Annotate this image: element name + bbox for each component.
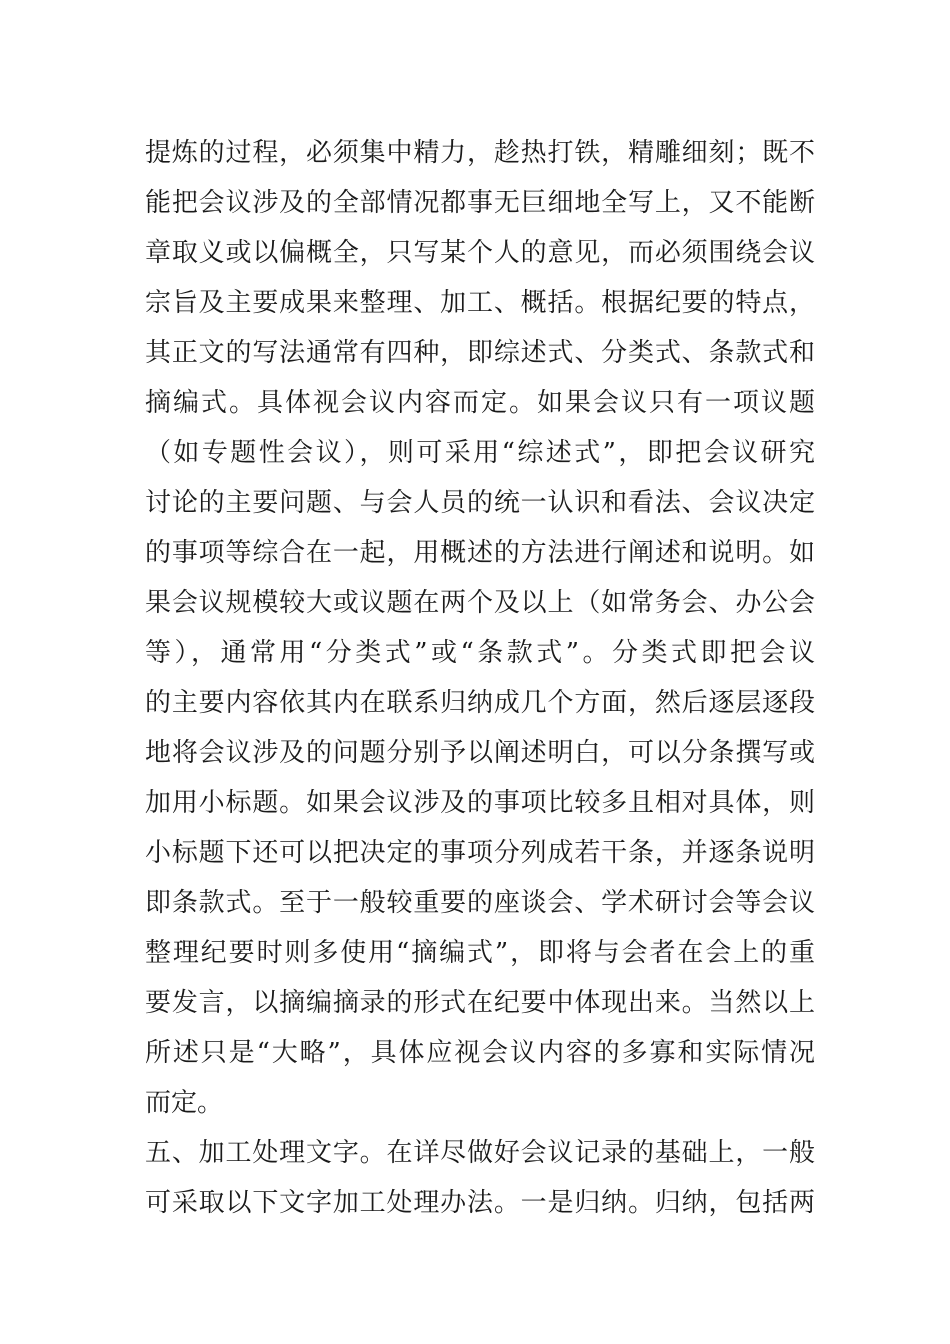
text-line: 即条款式。至于一般较重要的座谈会、学术研讨会等会议: [145, 888, 815, 918]
text-line: 小标题下还可以把决定的事项分列成若干条，并逐条说明: [145, 838, 815, 868]
text-line: 其正文的写法通常有四种，即综述式、分类式、条款式和: [145, 338, 815, 368]
body-text: [145, 128, 815, 1228]
text-line: 等），通常用“分类式”或“条款式”。分类式即把会议: [145, 638, 815, 668]
text-line: 提炼的过程，必须集中精力，趁热打铁，精雕细刻；既不: [145, 138, 815, 168]
text-line: 的主要内容依其内在联系归纳成几个方面，然后逐层逐段: [145, 688, 815, 718]
text-line: 章取义或以偏概全，只写某个人的意见，而必须围绕会议: [145, 238, 815, 268]
text-line: 讨论的主要问题、与会人员的统一认识和看法、会议决定: [145, 488, 815, 518]
text-line: 而定。: [145, 1088, 224, 1118]
text-line: 能把会议涉及的全部情况都事无巨细地全写上，又不能断: [145, 188, 815, 218]
text-line: 整理纪要时则多使用“摘编式”，即将与会者在会上的重: [145, 938, 815, 968]
text-line: 宗旨及主要成果来整理、加工、概括。根据纪要的特点，: [145, 288, 815, 318]
text-line: 的事项等综合在一起，用概述的方法进行阐述和说明。如: [145, 538, 815, 568]
text-line: 地将会议涉及的问题分别予以阐述明白，可以分条撰写或: [145, 738, 815, 768]
text-line: 加用小标题。如果会议涉及的事项比较多且相对具体，则: [145, 788, 815, 818]
text-line: 要发言，以摘编摘录的形式在纪要中体现出来。当然以上: [145, 988, 815, 1018]
text-line: （如专题性会议），则可采用“综述式”，即把会议研究: [145, 438, 815, 468]
text-line: 果会议规模较大或议题在两个及以上（如常务会、办公会: [145, 588, 815, 618]
text-line: 可采取以下文字加工处理办法。一是归纳。归纳，包括两: [145, 1188, 815, 1218]
text-line: 摘编式。具体视会议内容而定。如果会议只有一项议题: [145, 388, 815, 418]
text-line: 五、加工处理文字。在详尽做好会议记录的基础上，一般: [145, 1138, 815, 1168]
text-line: 所述只是“大略”，具体应视会议内容的多寡和实际情况: [145, 1038, 815, 1068]
